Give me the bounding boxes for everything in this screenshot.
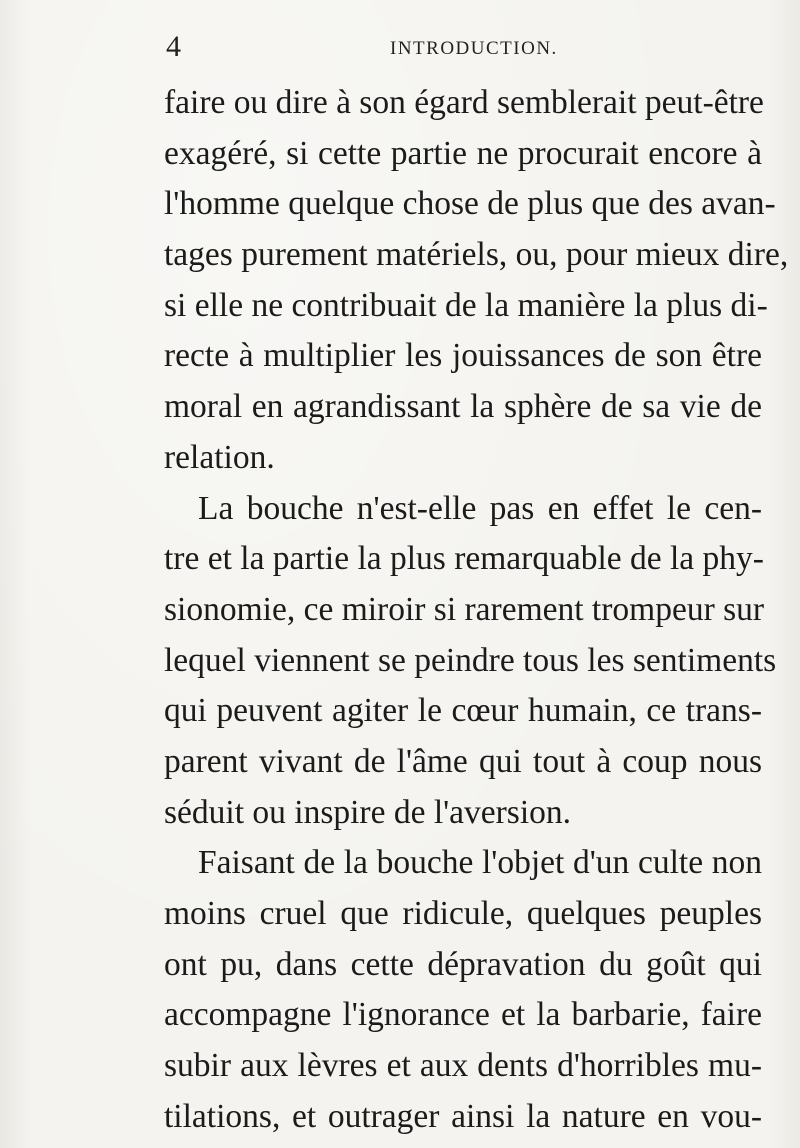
text-line: tages purement matériels, ou, pour mieux dire,: [164, 236, 789, 274]
text-line: ont pu, dans cette dépravation du goût qui: [164, 945, 762, 983]
text-line: sionomie, ce miroir si rarement trompeur sur: [164, 590, 765, 628]
paragraph: [164, 838, 762, 1142]
text-line: moral en agrandissant la sphère de sa vie de: [164, 388, 762, 426]
paragraph: [164, 484, 777, 839]
text-line: Faisant de la bouche l'objet d'un culte non: [198, 844, 762, 882]
running-title: INTRODUCTION.: [390, 38, 558, 59]
text-line: exagéré, si cette partie ne procurait encore à: [164, 134, 762, 172]
paragraph: [164, 78, 789, 484]
page-number: 4: [166, 30, 181, 63]
text-line: tre et la partie la plus remarquable de la phy-: [164, 540, 764, 578]
text-line: moins cruel que ridicule, quelques peuples: [164, 895, 762, 932]
text-line: recte à multiplier les jouissances de son être: [164, 337, 762, 375]
text-line: l'homme quelque chose de plus que des avan-: [164, 185, 776, 223]
running-head: [160, 28, 760, 68]
text-line: La bouche n'est-elle pas en effet le cen-: [198, 489, 762, 527]
text-line: qui peuvent agiter le cœur humain, ce trans-: [164, 692, 762, 730]
text-line: séduit ou inspire de l'aversion.: [164, 793, 572, 831]
text-line: tilations, et outrager ainsi la nature en vou-: [164, 1097, 762, 1135]
text-line: relation.: [164, 438, 275, 476]
body-text: [164, 78, 789, 1142]
text-line: si elle ne contribuait de la manière la plus di-: [164, 286, 768, 324]
text-line: parent vivant de l'âme qui tout à coup nous: [164, 742, 762, 780]
text-line: faire ou dire à son égard semblerait peut-être: [164, 84, 764, 121]
text-line: lequel viennent se peindre tous les sentiments: [164, 641, 777, 679]
text-line: accompagne l'ignorance et la barbarie, faire: [164, 996, 762, 1034]
text-line: subir aux lèvres et aux dents d'horribles mu-: [164, 1047, 762, 1085]
